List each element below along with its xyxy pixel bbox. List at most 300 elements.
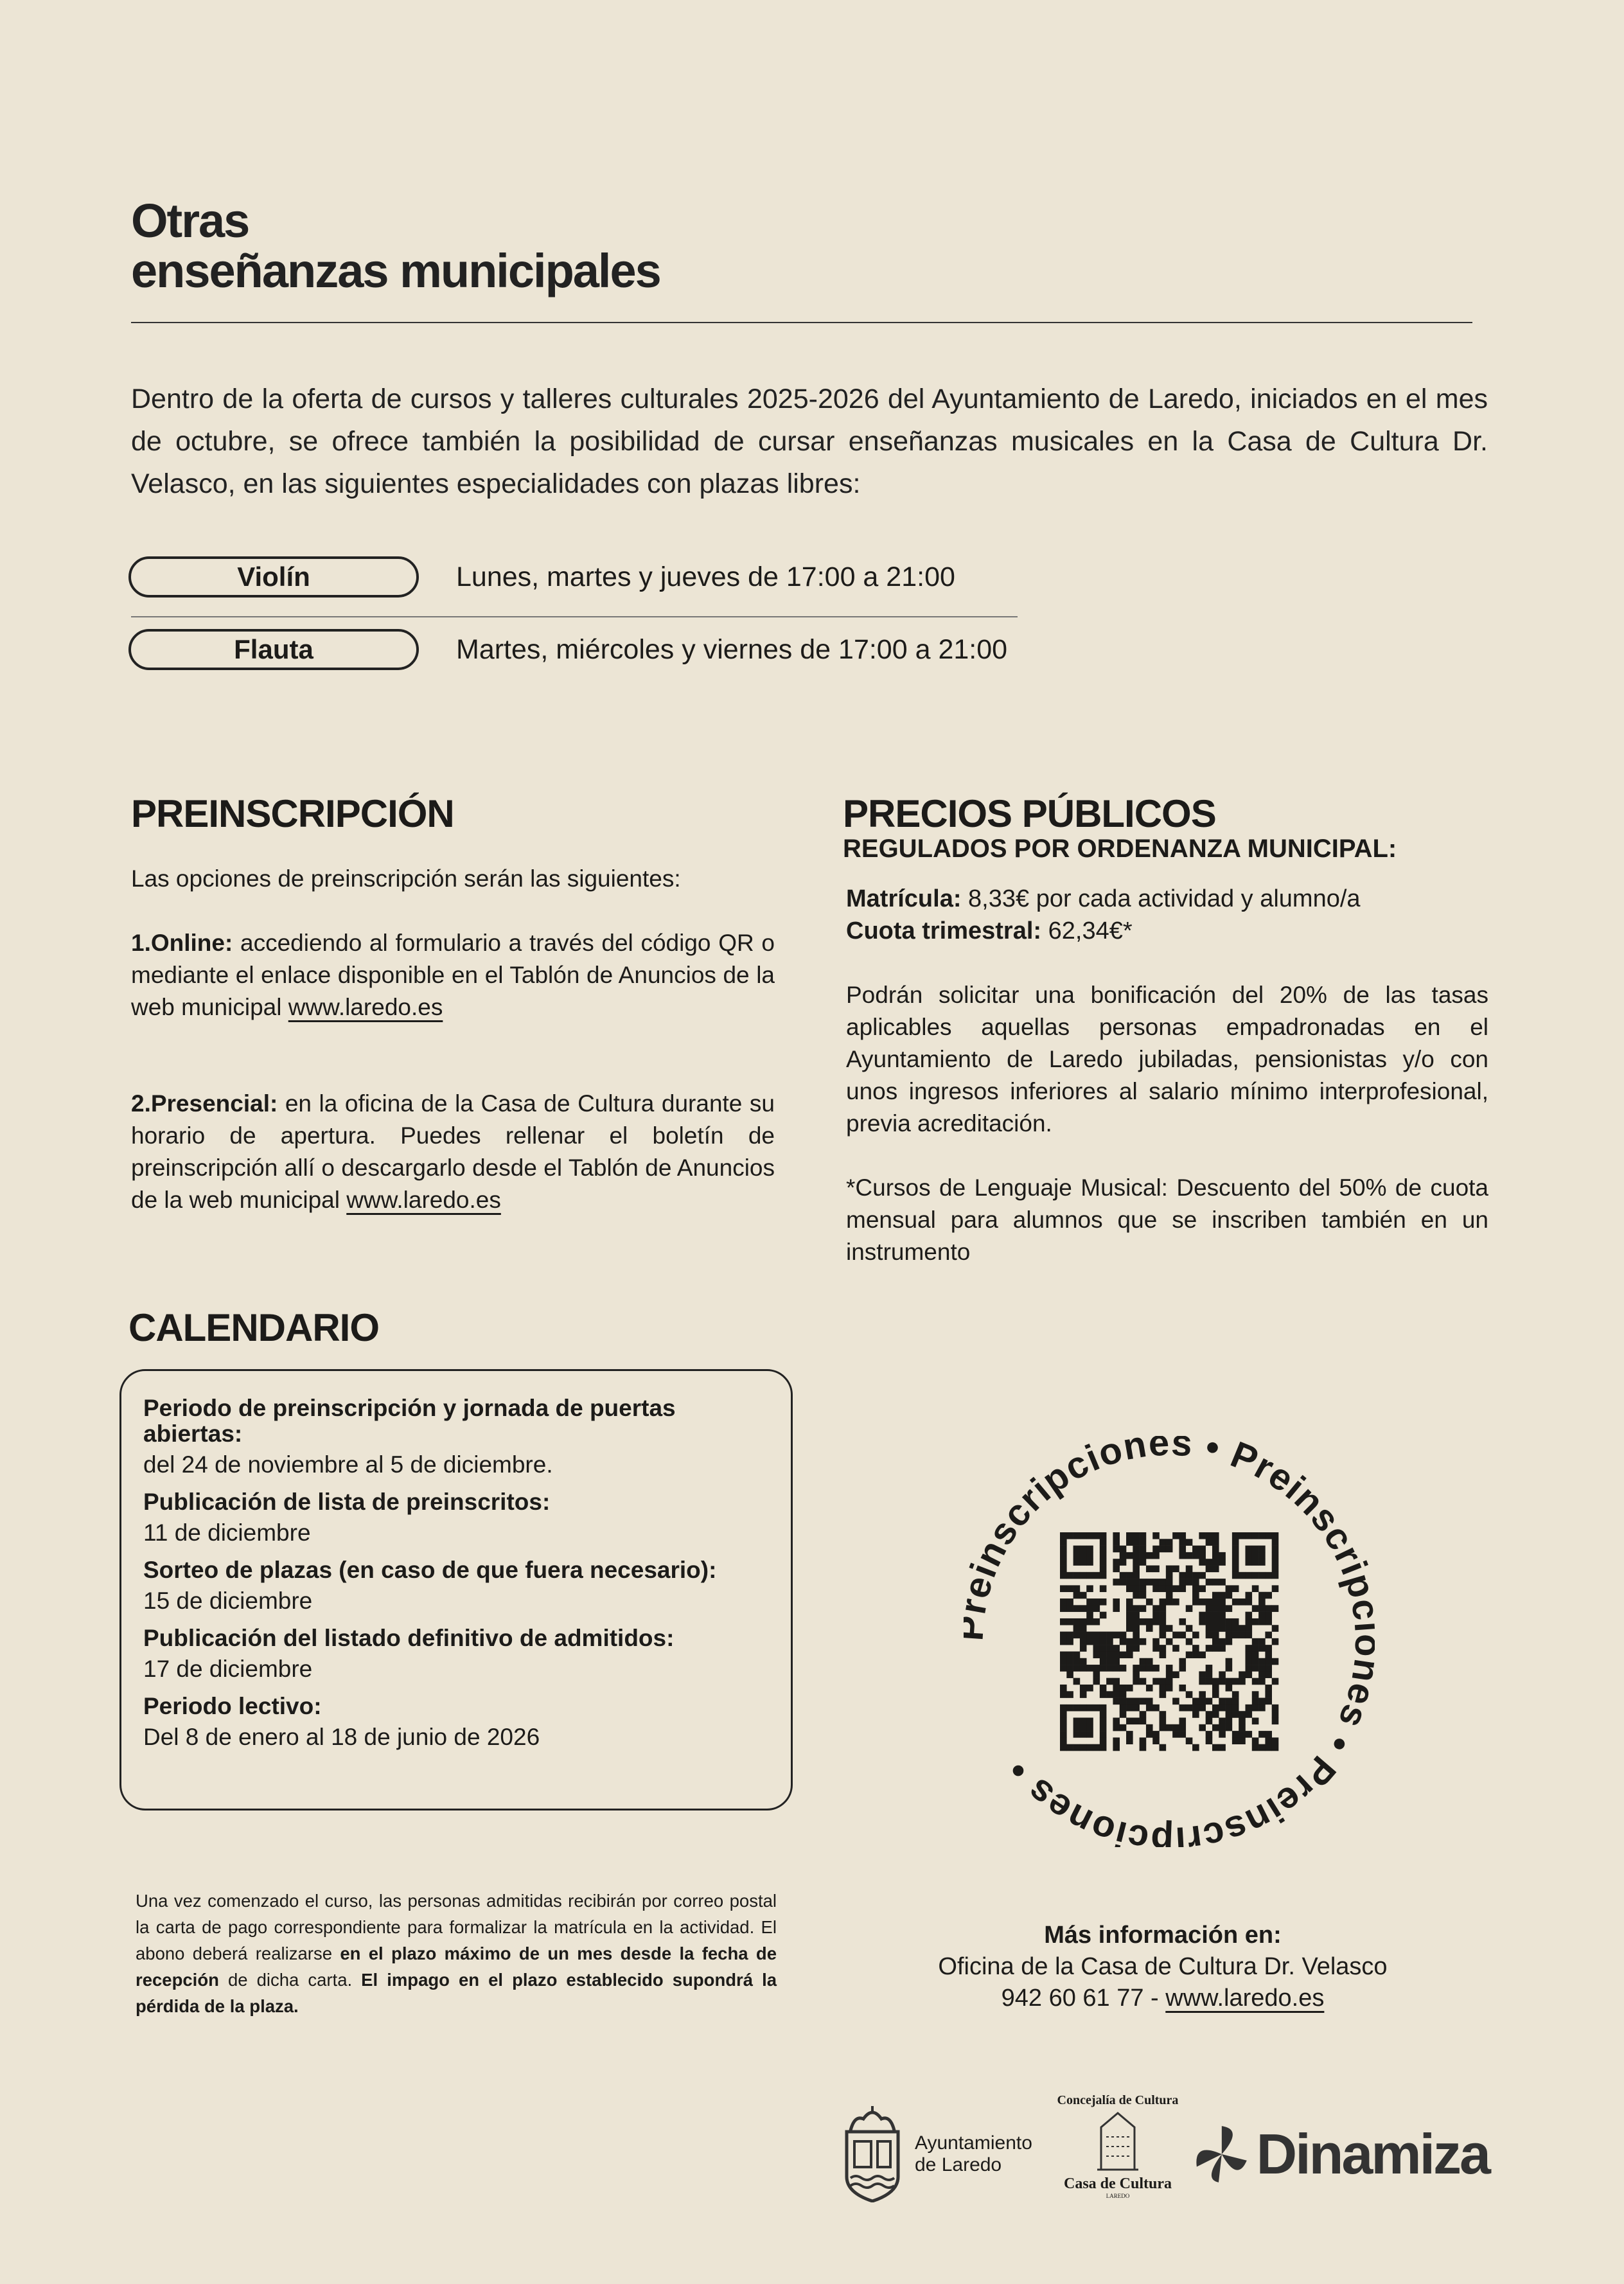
qr-module — [1258, 1638, 1266, 1645]
qr-module — [1080, 1552, 1087, 1559]
presencial-text: en la oficina de la Casa de Cultura durante su horario de apertura. Puedes rellenar el boletín de preinscripción allí o descargarlo desde el Tablón de Anuncios de la web municipal — [131, 1090, 775, 1213]
qr-module — [1126, 1532, 1133, 1539]
qr-module — [1232, 1546, 1239, 1553]
qr-module — [1066, 1704, 1073, 1712]
qr-module — [1258, 1572, 1266, 1579]
qr-module — [1265, 1691, 1272, 1698]
qr-module — [1133, 1717, 1140, 1724]
qr-module — [1245, 1704, 1252, 1712]
qr-module — [1160, 1724, 1167, 1731]
qr-module — [1166, 1546, 1173, 1553]
qr-module — [1186, 1625, 1193, 1632]
qr-module — [1140, 1532, 1147, 1539]
qr-module — [1126, 1572, 1133, 1579]
qr-module — [1219, 1698, 1226, 1705]
qr-module — [1272, 1539, 1279, 1546]
qr-module — [1106, 1691, 1113, 1698]
qr-module — [1073, 1678, 1081, 1685]
qr-module — [1113, 1651, 1120, 1658]
qr-module — [1199, 1618, 1206, 1625]
qr-module — [1086, 1572, 1093, 1579]
qr-module — [1226, 1585, 1233, 1592]
qr-module — [1245, 1625, 1252, 1632]
qr-module — [1219, 1678, 1226, 1685]
qr-module — [1100, 1585, 1107, 1592]
qr-module — [1100, 1645, 1107, 1652]
presencial-label: 2.Presencial: — [131, 1090, 278, 1117]
qr-module — [1166, 1598, 1173, 1606]
qr-module — [1133, 1605, 1140, 1612]
calendar-item-date: Del 8 de enero al 18 de junio de 2026 — [143, 1724, 540, 1750]
qr-module — [1073, 1546, 1081, 1553]
qr-module — [1133, 1638, 1140, 1645]
qr-module — [1060, 1559, 1067, 1566]
qr-module — [1066, 1665, 1073, 1672]
qr-module — [1252, 1585, 1259, 1592]
qr-module — [1252, 1717, 1259, 1724]
qr-module — [1080, 1559, 1087, 1566]
qr-module — [1212, 1532, 1219, 1539]
qr-module — [1100, 1737, 1107, 1744]
qr-module — [1239, 1731, 1246, 1738]
qr-module — [1252, 1698, 1259, 1705]
qr-module — [1212, 1552, 1219, 1559]
qr-module — [1206, 1645, 1213, 1652]
qr-module — [1113, 1717, 1120, 1724]
qr-module — [1252, 1704, 1259, 1712]
qr-module — [1245, 1546, 1252, 1553]
qr-module — [1265, 1744, 1272, 1751]
qr-module — [1086, 1731, 1093, 1738]
qr-module — [1206, 1598, 1213, 1606]
qr-module — [1166, 1539, 1173, 1546]
qr-module — [1265, 1592, 1272, 1599]
qr-module — [1120, 1724, 1127, 1731]
option-presencial — [131, 1088, 775, 1216]
qr-module — [1060, 1711, 1067, 1718]
qr-module — [1219, 1671, 1226, 1678]
qr-module — [1060, 1737, 1067, 1744]
qr-module — [1172, 1566, 1179, 1573]
qr-module — [1265, 1685, 1272, 1692]
qr-module — [1073, 1632, 1081, 1639]
qr-module — [1106, 1651, 1113, 1658]
qr-module — [1066, 1598, 1073, 1606]
qr-module — [1252, 1618, 1259, 1625]
qr-module — [1133, 1566, 1140, 1573]
qr-module — [1086, 1612, 1093, 1619]
qr-module — [1066, 1651, 1073, 1658]
qr-module — [1172, 1671, 1179, 1678]
qr-module — [1226, 1678, 1233, 1685]
qr-module — [1060, 1704, 1067, 1712]
qr-module — [1239, 1598, 1246, 1606]
laredo-shield-icon — [842, 2106, 903, 2202]
precios-subheading: REGULADOS POR ORDENANZA MUNICIPAL: — [843, 835, 1397, 863]
qr-module — [1252, 1678, 1259, 1685]
qr-module — [1186, 1605, 1193, 1612]
info-link[interactable]: www.laredo.es — [1165, 1985, 1325, 2012]
qr-module — [1160, 1651, 1167, 1658]
qr-module — [1080, 1532, 1087, 1539]
qr-module — [1212, 1566, 1219, 1573]
qr-module — [1245, 1731, 1252, 1738]
qr-module — [1120, 1711, 1127, 1718]
qr-module — [1093, 1632, 1100, 1639]
qr-module — [1166, 1665, 1173, 1672]
qr-module — [1258, 1645, 1266, 1652]
qr-module — [1113, 1559, 1120, 1566]
qr-module — [1199, 1585, 1206, 1592]
qr-module — [1258, 1618, 1266, 1625]
qr-module — [1140, 1665, 1147, 1672]
qr-module — [1093, 1744, 1100, 1751]
qr-module — [1113, 1605, 1120, 1612]
qr-module — [1232, 1532, 1239, 1539]
qr-module — [1252, 1658, 1259, 1665]
qr-module — [1192, 1744, 1199, 1751]
qr-module — [1060, 1546, 1067, 1553]
qr-module — [1199, 1651, 1206, 1658]
qr-module — [1060, 1566, 1067, 1573]
qr-module — [1133, 1572, 1140, 1579]
qr-module — [1239, 1678, 1246, 1685]
qr-module — [1206, 1678, 1213, 1685]
qr-module — [1186, 1552, 1193, 1559]
qr-module — [1066, 1638, 1073, 1645]
qr-module — [1192, 1546, 1199, 1553]
qr-module — [1100, 1685, 1107, 1692]
qr-module — [1226, 1704, 1233, 1712]
qr-module — [1140, 1638, 1147, 1645]
qr-module — [1272, 1678, 1279, 1685]
qr-module — [1272, 1717, 1279, 1724]
qr-module — [1146, 1685, 1153, 1692]
qr-module — [1140, 1678, 1147, 1685]
footnote-bold-2: El impago en el plazo establecido supondrá la pérdida de la plaza. — [136, 1970, 777, 2016]
qr-module — [1212, 1638, 1219, 1645]
qr-module — [1073, 1559, 1081, 1566]
ayto-line2: de Laredo — [915, 2154, 1002, 2175]
qr-module — [1086, 1605, 1093, 1612]
qr-module — [1126, 1552, 1133, 1559]
qr-module — [1080, 1731, 1087, 1738]
qr-module — [1133, 1552, 1140, 1559]
qr-module — [1146, 1731, 1153, 1738]
qr-module — [1080, 1632, 1087, 1639]
qr-module — [1186, 1737, 1193, 1744]
qr-module — [1179, 1724, 1186, 1731]
qr-module — [1212, 1704, 1219, 1712]
qr-module — [1166, 1579, 1173, 1586]
qr-module — [1080, 1618, 1087, 1625]
qr-module — [1265, 1731, 1272, 1738]
qr-module — [1146, 1552, 1153, 1559]
qr-module — [1120, 1579, 1127, 1586]
qr-module — [1252, 1665, 1259, 1672]
qr-module — [1133, 1532, 1140, 1539]
qr-module — [1152, 1731, 1160, 1738]
qr-module — [1113, 1658, 1120, 1665]
qr-module — [1252, 1552, 1259, 1559]
qr-module — [1258, 1598, 1266, 1606]
qr-module — [1152, 1566, 1160, 1573]
qr-module — [1212, 1632, 1219, 1639]
qr-module — [1258, 1678, 1266, 1685]
qr-module — [1219, 1605, 1226, 1612]
qr-module — [1186, 1579, 1193, 1586]
qr-module — [1113, 1691, 1120, 1698]
qr-module — [1232, 1737, 1239, 1744]
qr-module — [1093, 1532, 1100, 1539]
qr-module — [1086, 1585, 1093, 1592]
qr-module — [1152, 1605, 1160, 1612]
qr-module — [1113, 1579, 1120, 1586]
qr-module — [1126, 1731, 1133, 1738]
qr-module — [1126, 1645, 1133, 1652]
qr-module — [1206, 1605, 1213, 1612]
qr-module — [1086, 1598, 1093, 1606]
qr-module — [1212, 1618, 1219, 1625]
qr-module — [1245, 1552, 1252, 1559]
qr-module — [1232, 1539, 1239, 1546]
qr-module — [1126, 1638, 1133, 1645]
qr-module — [1133, 1585, 1140, 1592]
qr-module — [1252, 1532, 1259, 1539]
qr-module — [1199, 1678, 1206, 1685]
qr-module — [1160, 1711, 1167, 1718]
specialty-schedule-flauta: Martes, miércoles y viernes de 17:00 a 21:00 — [456, 634, 1008, 665]
qr-module — [1232, 1698, 1239, 1705]
qr-module — [1239, 1711, 1246, 1718]
qr-module — [1120, 1698, 1127, 1705]
qr-module — [1073, 1717, 1081, 1724]
qr-module — [1152, 1579, 1160, 1586]
qr-module — [1152, 1585, 1160, 1592]
qr-module — [1258, 1605, 1266, 1612]
qr-module — [1179, 1658, 1186, 1665]
qr-code[interactable] — [1060, 1532, 1278, 1751]
qr-module — [1172, 1598, 1179, 1606]
footnote-bold-1: en el plazo máximo de un mes desde la fecha de recepción — [136, 1943, 777, 1990]
qr-module — [1245, 1658, 1252, 1665]
qr-module — [1258, 1665, 1266, 1672]
qr-module — [1060, 1651, 1067, 1658]
qr-module — [1258, 1592, 1266, 1599]
qr-module — [1106, 1645, 1113, 1652]
qr-module — [1258, 1698, 1266, 1705]
qr-module — [1146, 1658, 1153, 1665]
qr-module — [1239, 1724, 1246, 1731]
qr-module — [1245, 1592, 1252, 1599]
qr-module — [1166, 1678, 1173, 1685]
qr-module — [1113, 1744, 1120, 1751]
payment-footnote — [136, 1888, 777, 2019]
calendar-item-label: Periodo lectivo: — [143, 1693, 322, 1719]
qr-module — [1245, 1645, 1252, 1652]
qr-module — [1252, 1737, 1259, 1744]
qr-module — [1232, 1711, 1239, 1718]
qr-module — [1133, 1632, 1140, 1639]
calendar-item-date: 17 de diciembre — [143, 1656, 313, 1682]
calendar-item-date: 11 de diciembre — [143, 1519, 311, 1546]
qr-module — [1226, 1618, 1233, 1625]
qr-module — [1265, 1665, 1272, 1672]
qr-module — [1093, 1618, 1100, 1625]
qr-module — [1160, 1717, 1167, 1724]
qr-module — [1160, 1632, 1167, 1639]
qr-module — [1146, 1698, 1153, 1705]
dinamiza-pinwheel-icon — [1194, 2122, 1250, 2186]
qr-module — [1093, 1704, 1100, 1712]
qr-module — [1192, 1552, 1199, 1559]
qr-module — [1093, 1665, 1100, 1672]
qr-module — [1120, 1665, 1127, 1672]
qr-module — [1160, 1605, 1167, 1612]
qr-module — [1100, 1744, 1107, 1751]
qr-module — [1226, 1592, 1233, 1599]
qr-module — [1232, 1731, 1239, 1738]
qr-module — [1239, 1717, 1246, 1724]
laredo-link-online[interactable]: www.laredo.es — [288, 994, 443, 1020]
casa-sub-text: LAREDO — [1106, 2193, 1130, 2199]
qr-module — [1226, 1665, 1233, 1672]
qr-module — [1140, 1579, 1147, 1586]
qr-module — [1113, 1698, 1120, 1705]
qr-module — [1152, 1532, 1160, 1539]
qr-module — [1160, 1744, 1167, 1751]
qr-module — [1060, 1744, 1067, 1751]
qr-module — [1232, 1585, 1239, 1592]
qr-module — [1100, 1651, 1107, 1658]
qr-module — [1192, 1651, 1199, 1658]
qr-module — [1265, 1658, 1272, 1665]
option-online — [131, 927, 775, 1023]
qr-module — [1160, 1546, 1167, 1553]
qr-module — [1086, 1717, 1093, 1724]
qr-module — [1219, 1552, 1226, 1559]
qr-module — [1206, 1665, 1213, 1672]
qr-module — [1120, 1632, 1127, 1639]
qr-module — [1186, 1691, 1193, 1698]
qr-module — [1060, 1539, 1067, 1546]
qr-module — [1126, 1625, 1133, 1632]
preinscripcion-section — [131, 792, 775, 1248]
qr-module — [1199, 1698, 1206, 1705]
qr-module — [1113, 1539, 1120, 1546]
qr-module — [1199, 1532, 1206, 1539]
qr-module — [1120, 1552, 1127, 1559]
qr-module — [1245, 1618, 1252, 1625]
qr-module — [1100, 1539, 1107, 1546]
qr-module — [1179, 1572, 1186, 1579]
qr-module — [1192, 1598, 1199, 1606]
qr-module — [1093, 1638, 1100, 1645]
qr-module — [1212, 1678, 1219, 1685]
qr-module — [1133, 1546, 1140, 1553]
qr-module — [1140, 1585, 1147, 1592]
footnote-text-1: Una vez comenzado el curso, las personas admitidas recibirán por correo postal la carta de pago correspondiente para formalizar la matrícula en la actividad. El abono deberá realizarse — [136, 1891, 777, 1963]
qr-module — [1265, 1632, 1272, 1639]
qr-module — [1252, 1645, 1259, 1652]
qr-module — [1100, 1717, 1107, 1724]
qr-module — [1192, 1698, 1199, 1705]
qr-module — [1212, 1592, 1219, 1599]
intro-paragraph: Dentro de la oferta de cursos y talleres culturales 2025-2026 del Ayuntamiento de Laredo, iniciados en el mes de octubre, se ofrece también la posibilidad de cursar enseñanzas musicales en la Casa de Cultura Dr. Velasco, en las siguientes especialidades con plazas libres: — [131, 384, 1488, 499]
qr-module — [1272, 1572, 1279, 1579]
qr-module — [1160, 1691, 1167, 1698]
qr-module — [1179, 1552, 1186, 1559]
concejalia-text: Concejalía de Cultura — [1057, 2093, 1179, 2107]
qr-module — [1179, 1532, 1186, 1539]
qr-module — [1073, 1552, 1081, 1559]
qr-module — [1272, 1546, 1279, 1553]
qr-module — [1133, 1671, 1140, 1678]
qr-module — [1080, 1665, 1087, 1672]
qr-module — [1226, 1638, 1233, 1645]
qr-module — [1113, 1665, 1120, 1672]
qr-module — [1245, 1598, 1252, 1606]
qr-module — [1113, 1645, 1120, 1652]
ayto-line1: Ayuntamiento — [915, 2132, 1032, 2154]
qr-module — [1126, 1539, 1133, 1546]
ayuntamiento-logo — [842, 2106, 1047, 2202]
qr-module — [1140, 1744, 1147, 1751]
laredo-link-presencial[interactable]: www.laredo.es — [346, 1187, 501, 1213]
qr-module — [1086, 1546, 1093, 1553]
qr-module — [1140, 1592, 1147, 1599]
qr-module — [1106, 1678, 1113, 1685]
qr-module — [1179, 1579, 1186, 1586]
preinscripcion-heading: PREINSCRIPCIÓN — [131, 792, 454, 835]
qr-block[interactable] — [964, 1436, 1375, 1847]
qr-module — [1206, 1737, 1213, 1744]
qr-module — [1258, 1552, 1266, 1559]
qr-module — [1160, 1678, 1167, 1685]
qr-module — [1232, 1598, 1239, 1606]
qr-module — [1100, 1566, 1107, 1573]
qr-module — [1192, 1704, 1199, 1712]
qr-module — [1206, 1559, 1213, 1566]
qr-module — [1133, 1618, 1140, 1625]
qr-module — [1245, 1711, 1252, 1718]
qr-module — [1113, 1546, 1120, 1553]
qr-module — [1245, 1572, 1252, 1579]
qr-module — [1086, 1559, 1093, 1566]
qr-module — [1126, 1717, 1133, 1724]
info-office: Oficina de la Casa de Cultura Dr. Velasco — [938, 1953, 1388, 1980]
qr-module — [1152, 1552, 1160, 1559]
qr-module — [1140, 1711, 1147, 1718]
qr-module — [1073, 1651, 1081, 1658]
title-divider — [131, 322, 1472, 323]
qr-module — [1252, 1559, 1259, 1566]
qr-module — [1252, 1744, 1259, 1751]
qr-module — [1073, 1605, 1081, 1612]
online-text: accediendo al formulario a través del código QR o mediante el enlace disponible en el Tablón de Anuncios de la web municipal — [131, 930, 775, 1020]
cuota-value: 62,34€* — [1041, 917, 1133, 944]
qr-module — [1258, 1744, 1266, 1751]
qr-module — [1113, 1724, 1120, 1731]
qr-module — [1252, 1638, 1259, 1645]
qr-module — [1199, 1612, 1206, 1619]
qr-module — [1172, 1724, 1179, 1731]
cuota-label: Cuota trimestral: — [846, 917, 1042, 944]
qr-module — [1066, 1632, 1073, 1639]
qr-module — [1126, 1737, 1133, 1744]
qr-module — [1080, 1744, 1087, 1751]
qr-module — [1219, 1717, 1226, 1724]
